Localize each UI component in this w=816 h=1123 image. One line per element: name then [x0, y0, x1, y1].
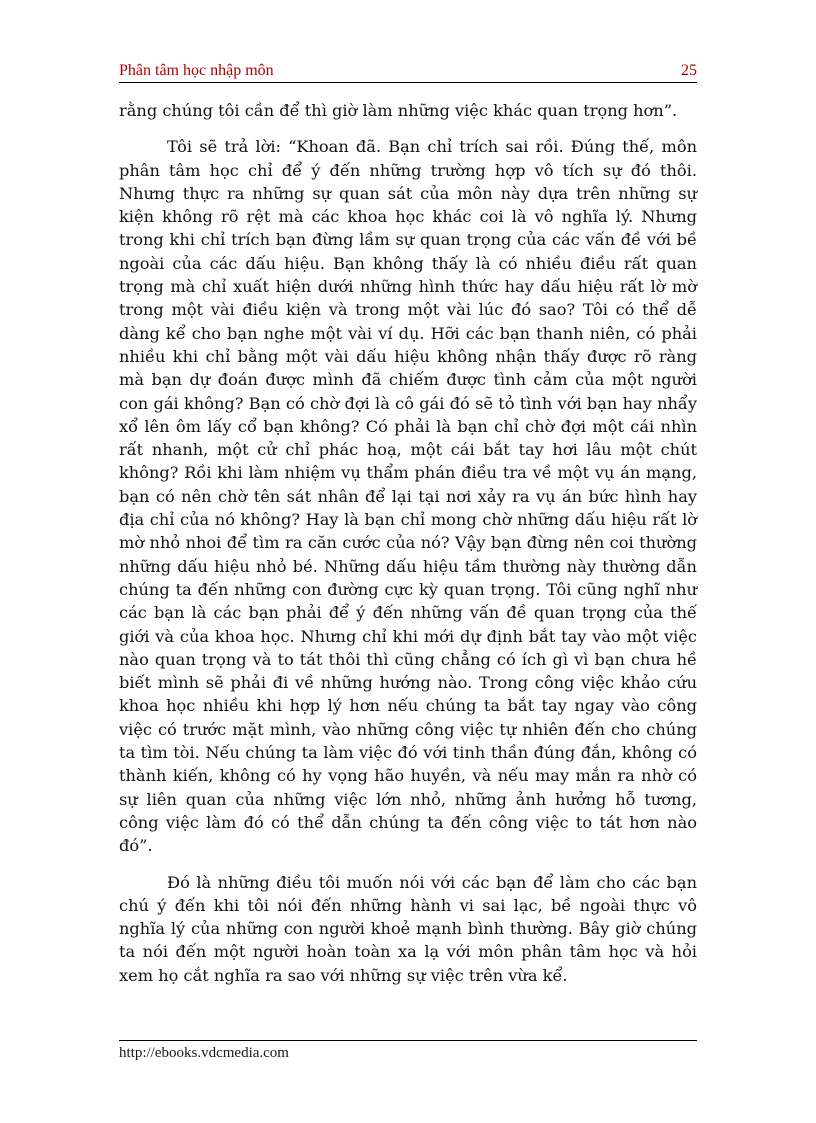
- page-header: [119, 60, 697, 83]
- book-title: Phân tâm học nhập môn: [119, 62, 274, 79]
- paragraph-continuation: rằng chúng tôi cần để thì giờ làm những việc khác quan trọng hơn”.: [119, 101, 678, 120]
- page-number: 25: [681, 62, 697, 79]
- paragraph-conclusion: Đó là những điều tôi muốn nói với các bạn để làm cho các bạn chú ý đến khi tôi nói đến những hành vi sai lạc, bề ngoài thực vô nghĩa lý của những con người khoẻ mạnh bình thường. Bây giờ chúng ta nói đến một người hoàn toàn xa lạ với môn phân tâm học và hỏi xem họ cắt nghĩa ra sao với những sự việc trên vừa kể.: [119, 872, 697, 985]
- footer-url-link[interactable]: http://ebooks.vdcmedia.com: [119, 1045, 289, 1061]
- page-footer: [119, 1040, 697, 1062]
- page-body: [119, 99, 697, 1000]
- paragraph-reply: Tôi sẽ trả lời: “Khoan đã. Bạn chỉ trích sai rồi. Đúng thế, môn phân tâm học chỉ để ý đến những trường hợp vô tích sự đó thôi. Nhưng thực ra những sự quan sát của môn này dựa trên những sự kiện không rõ rệt mà các khoa học khác coi là vô nghĩa lý. Nhưng trong khi chỉ trích bạn đừng lầm sự quan trọng của các vấn đề với bề ngoài của các dấu hiệu. Bạn không thấy là có nhiều điều rất quan trọng mà chỉ xuất hiện dưới những hình thức hay dấu hiệu rất lờ mờ trong một vài điều kiện và trong một vài lúc đó sao? Tôi có thể dễ dàng kể cho bạn nghe một vài ví dụ. Hỡi các bạn thanh niên, có phải nhiều khi chỉ bằng một vài dấu hiệu không nhận thấy được rõ ràng mà bạn dự đoán được mình đã chiếm được tình cảm của một người con gái không? Bạn có chờ đợi là cô gái đó sẽ tỏ tình với bạn hay nhẩy xổ lên ôm lấy cổ bạn không? Có phải là bạn chỉ chờ đợi một cái nhìn rất nhanh, một cử chỉ phác hoạ, một cái bắt tay hơi lâu một chút không? Rồi khi làm nhiệm vụ thẩm phán điều tra về một vụ án mạng, bạn có nên chờ tên sát nhân để lại tại nơi xảy ra vụ án bức hình hay địa chỉ của nó không? Hay là bạn chỉ mong chờ những dấu hiệu rất lờ mờ nhỏ nhoi để tìm ra căn cước của nó? Vậy bạn đừng nên coi thường những dấu hiệu nhỏ bé. Những dấu hiệu tầm thường này thường dẫn chúng ta đến những con đường cực kỳ quan trọng. Tôi cũng nghĩ như các bạn là các bạn phải để ý đến những vấn đề quan trọng của thế giới và của khoa học. Nhưng chỉ khi mới dự định bắt tay vào một việc nào quan trọng và to tát thôi thì cũng chẳng có ích gì vì bạn chưa hề biết mình sẽ phải đi về những hướng nào. Trong công việc khảo cứu khoa học nhiều khi hợp lý hơn nếu chúng ta bắt tay ngay vào công việc có trước mặt mình, vào những công việc tự nhiên đến cho chúng ta tìm tòi. Nếu chúng ta làm việc đó với tinh thần đúng đắn, không có thành kiến, không có hy vọng hão huyền, và nếu may mắn ra nhờ có sự liên quan của những việc lớn nhỏ, những ảnh hưởng hỗ tương, công việc làm đó có thể dẫn chúng ta đến công việc to tát hơn nào đó”.: [119, 137, 697, 856]
